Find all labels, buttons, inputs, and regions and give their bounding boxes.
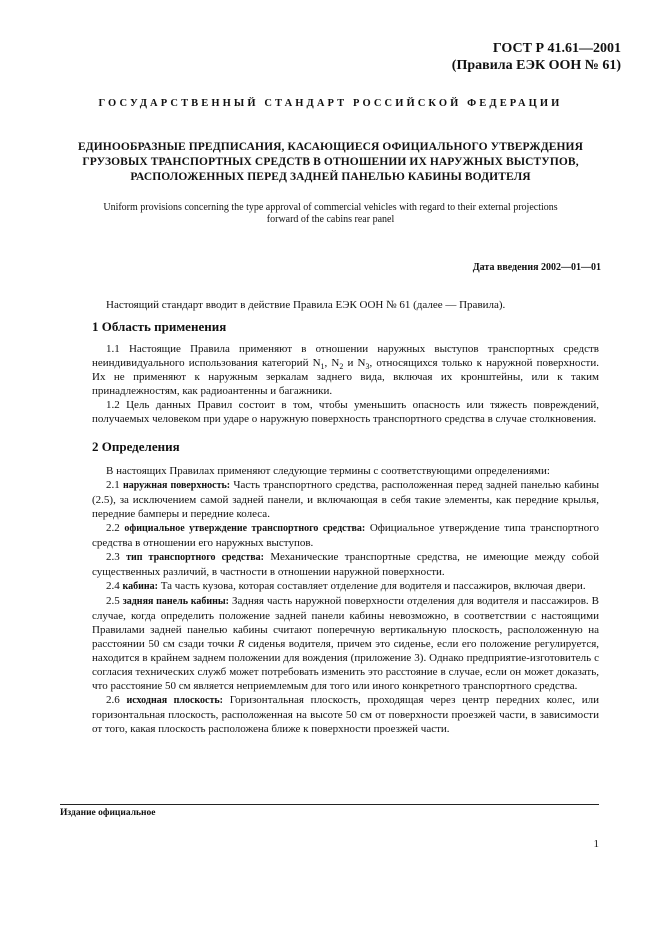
- introduction-date: Дата введения 2002—01—01: [472, 262, 601, 273]
- point-r-label: R: [237, 638, 245, 650]
- category-n1-subscript: 1: [320, 362, 325, 372]
- definition-2-5: [92, 594, 599, 693]
- english-title-line-1: Uniform provisions concerning the type approval of commercial vehicles with regard to their external projections: [103, 202, 558, 213]
- definition-2-6-text: Горизонтальная плоскость, проходящая через центр передних колес, или горизонтальная плоскость, расположенная на высоте 50 см от поверхности проезжей части, в зависимости от того, какая плоскость расположена ближе к поверхности проезжей части.: [92, 694, 599, 735]
- official-edition-label: Издание официальное: [60, 808, 156, 818]
- document-title: [50, 140, 611, 185]
- definition-2-4: [92, 579, 599, 594]
- section-2-intro: В настоящих Правилах применяют следующие термины с соответствующими определениями:: [106, 465, 550, 477]
- clause-1-2: 1.2 Цель данных Правил состоит в том, чтобы уменьшить опасность или тяжесть повреждений, получаемых человеком при ударе о наружную поверхность транспортного средства в случае столкновения.: [92, 399, 599, 425]
- definition-2-1: [92, 478, 599, 521]
- definition-2-5-text-b: сиденья водителя, причем это сиденье, если его положение регулируется, находится в крайнем заднем положении для вождения (приложение 3). Однако предприятие-изготовитель с согласия технических служб может потребовать изменить это расстояние в случае, если он может доказать, что расстояние 50 см является неприемлемым для того или иного конкретного транспортного средства.: [92, 638, 600, 692]
- definition-2-5-number: 2.5: [106, 595, 120, 607]
- definition-2-3-number: 2.3: [106, 551, 120, 563]
- category-n3-subscript: 3: [365, 362, 370, 372]
- definition-2-1-term: наружная поверхность:: [122, 480, 231, 491]
- definition-2-4-term: кабина:: [122, 581, 158, 592]
- clause-1-1-text-b: , относящихся только к наружной поверхности. Их не применяют к наружным зеркалам заднего вида, включая их кронштейны, или к таким принадлежностям, как радиоантенны и багажники.: [92, 357, 599, 397]
- english-title-line-2: forward of the cabins rear panel: [266, 214, 395, 225]
- definition-2-4-text: Та часть кузова, которая составляет отделение для водителя и пассажиров, включая двери.: [160, 580, 586, 592]
- section-2-heading: 2 Определения: [92, 439, 180, 454]
- definition-2-6: [92, 693, 599, 736]
- category-n2-subscript: 2: [339, 362, 344, 372]
- clause-1-1-sep-1: , N: [324, 357, 340, 369]
- definition-2-2-term: официальное утверждение транспортного средства:: [124, 523, 366, 534]
- definition-2-5-term: задняя панель кабины:: [122, 596, 229, 607]
- definition-2-4-number: 2.4: [106, 580, 120, 592]
- title-line-3: РАСПОЛОЖЕННЫХ ПЕРЕД ЗАДНЕЙ ПАНЕЛЬЮ КАБИНЫ ВОДИТЕЛЯ: [130, 171, 531, 183]
- gost-number: ГОСТ Р 41.61—2001: [492, 41, 621, 56]
- definition-2-2-text: Официальное утверждение типа транспортного средства в отношении его наружных выступов.: [92, 522, 600, 549]
- definition-2-3-term: тип транспортного средства:: [126, 552, 265, 563]
- definition-2-2: [92, 521, 599, 550]
- footer-divider: [60, 804, 599, 805]
- english-title: [60, 202, 601, 226]
- clause-1-1: [92, 342, 599, 398]
- definition-2-6-term: исходная плоскость:: [126, 695, 224, 706]
- definition-2-2-number: 2.2: [106, 522, 120, 534]
- definition-2-5-text-a: Задняя часть наружной поверхности отделения для водителя и пассажиров. В случае, когда определить положение задней панели кабины невозможно, в соответствии с настоящими Правилами задней панелью кабины считают поперечную вертикальную плоскость, расположенную на расстоянии 50 см сзади точки: [92, 595, 600, 650]
- clause-1-1-text-a: 1.1 Настоящие Правила применяют в отношении наружных выступов транспортных средств неиндивидуального использования категорий N: [92, 343, 599, 369]
- gost-code-block: [452, 40, 621, 74]
- document-body: [92, 298, 599, 736]
- state-standard-heading: ГОСУДАРСТВЕННЫЙ СТАНДАРТ РОССИЙСКОЙ ФЕДЕРАЦИИ: [98, 98, 563, 109]
- definition-2-1-number: 2.1: [106, 479, 120, 491]
- clause-1-1-sep-2: и N: [343, 357, 366, 369]
- title-line-1: ЕДИНООБРАЗНЫЕ ПРЕДПИСАНИЯ, КАСАЮЩИЕСЯ ОФИЦИАЛЬНОГО УТВЕРЖДЕНИЯ: [77, 141, 584, 153]
- definition-2-3-text: Механические транспортные средства, не имеющие между собой существенных различий, в частности в отношении наружной поверхности.: [92, 551, 599, 578]
- definition-2-3: [92, 550, 599, 579]
- intro-paragraph: Настоящий стандарт вводит в действие Правила ЕЭК ООН № 61 (далее — Правила).: [106, 299, 506, 311]
- title-line-2: ГРУЗОВЫХ ТРАНСПОРТНЫХ СРЕДСТВ В ОТНОШЕНИИ ИХ НАРУЖНЫХ ВЫСТУПОВ,: [82, 156, 579, 168]
- section-1-heading: 1 Область применения: [92, 319, 227, 334]
- rule-number: (Правила ЕЭК ООН № 61): [451, 58, 621, 73]
- definition-2-1-text: Часть транспортного средства, расположенная перед задней панелью кабины (2.5), за исключением самой задней панели, и включающая в себя такие элементы, как передние крылья, передние бамперы и передние колеса.: [92, 479, 599, 520]
- definition-2-6-number: 2.6: [106, 694, 120, 706]
- page-number: 1: [593, 838, 599, 850]
